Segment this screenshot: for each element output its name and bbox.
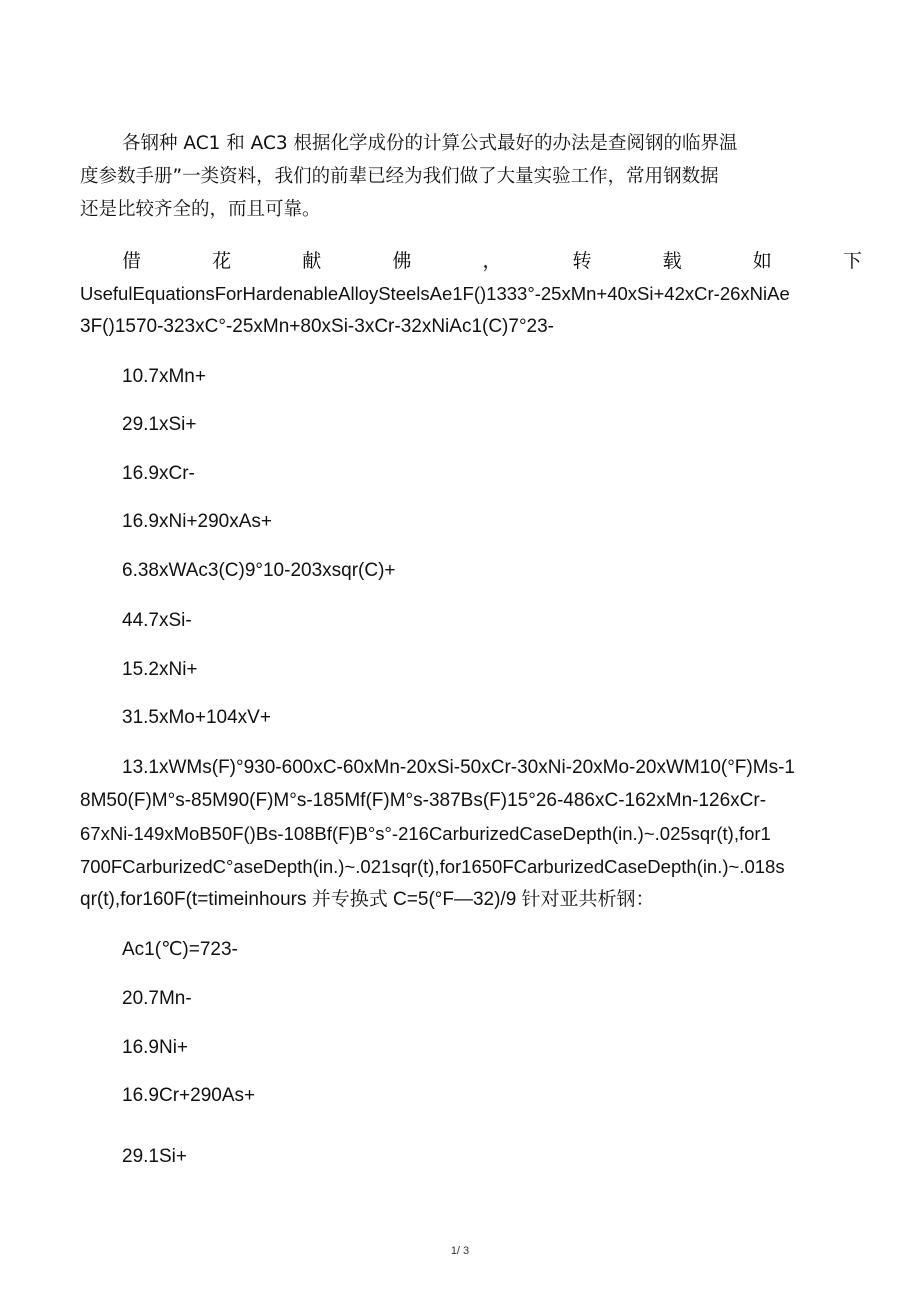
- intro-line-3: 还是比较齐全的，而且可靠。: [80, 199, 321, 220]
- long-para-line-5: qr(t),for160F(t=timeinhours 并专换式 C=5(°F—32)/9 针对亚共析钢：: [80, 889, 655, 910]
- term-line: 31.5xMo+104xV+: [122, 707, 271, 728]
- heading-char: 转: [572, 250, 592, 272]
- term-line: 44.7xSi-: [122, 610, 192, 631]
- heading-char: 花: [212, 250, 232, 272]
- term-line: 29.1Si+: [122, 1146, 187, 1167]
- intro-line-1: 各钢种 AC1 和 AC3 根据化学成份的计算公式最好的办法是查阅钢的临界温: [122, 133, 738, 154]
- term-line: Ac1(℃)=723-: [122, 939, 238, 960]
- equation-line-1: UsefulEquationsForHardenableAlloySteelsAe1F()1333°-25xMn+40xSi+42xCr-26xNiAe: [80, 283, 790, 304]
- equation-line-2: 3F()1570-323xC°-25xMn+80xSi-3xCr-32xNiAc1(C)7°23-: [80, 316, 555, 337]
- term-line: 16.9xNi+290xAs+: [122, 511, 272, 532]
- long-para-line-4: 700FCarburizedC°aseDepth(in.)~.021sqr(t),for1650FCarburizedCaseDepth(in.)~.018s: [80, 856, 785, 877]
- term-line: 15.2xNi+: [122, 659, 198, 680]
- term-line: 20.7Mn-: [122, 988, 192, 1009]
- long-para-line-1: 13.1xWMs(F)°930-600xC-60xMn-20xSi-50xCr-30xNi-20xMo-20xWM10(°F)Ms-1: [122, 757, 795, 778]
- long-para-line-3: 67xNi-149xMoB50F()Bs-108Bf(F)B°s°-216CarburizedCaseDepth(in.)~.025sqr(t),for1: [80, 823, 771, 844]
- heading-char: 献: [302, 250, 322, 272]
- intro-line-2: 度参数手册”一类资料，我们的前辈已经为我们做了大量实验工作，常用钢数据: [80, 166, 719, 187]
- term-line: 16.9Ni+: [122, 1037, 189, 1058]
- heading-char: 借: [122, 250, 142, 272]
- term-line: 29.1xSi+: [122, 414, 197, 435]
- long-para-line-2: 8M50(F)M°s-85M90(F)M°s-185Mf(F)M°s-387Bs(F)15°26-486xC-162xMn-126xCr-: [80, 790, 767, 811]
- heading-char: 如: [752, 250, 772, 272]
- page-number: 1/ 3: [450, 1245, 470, 1257]
- heading-char: 佛: [392, 250, 412, 272]
- term-line: 16.9Cr+290As+: [122, 1085, 256, 1106]
- borrowed-heading: [122, 249, 862, 273]
- term-line: 16.9xCr-: [122, 463, 195, 484]
- term-line: 6.38xWAc3(C)9°10-203xsqr(C)+: [122, 560, 396, 581]
- heading-char: 下: [842, 250, 862, 272]
- heading-char: 载: [662, 250, 682, 272]
- term-line: 10.7xMn+: [122, 366, 206, 387]
- heading-char: ，: [482, 250, 502, 272]
